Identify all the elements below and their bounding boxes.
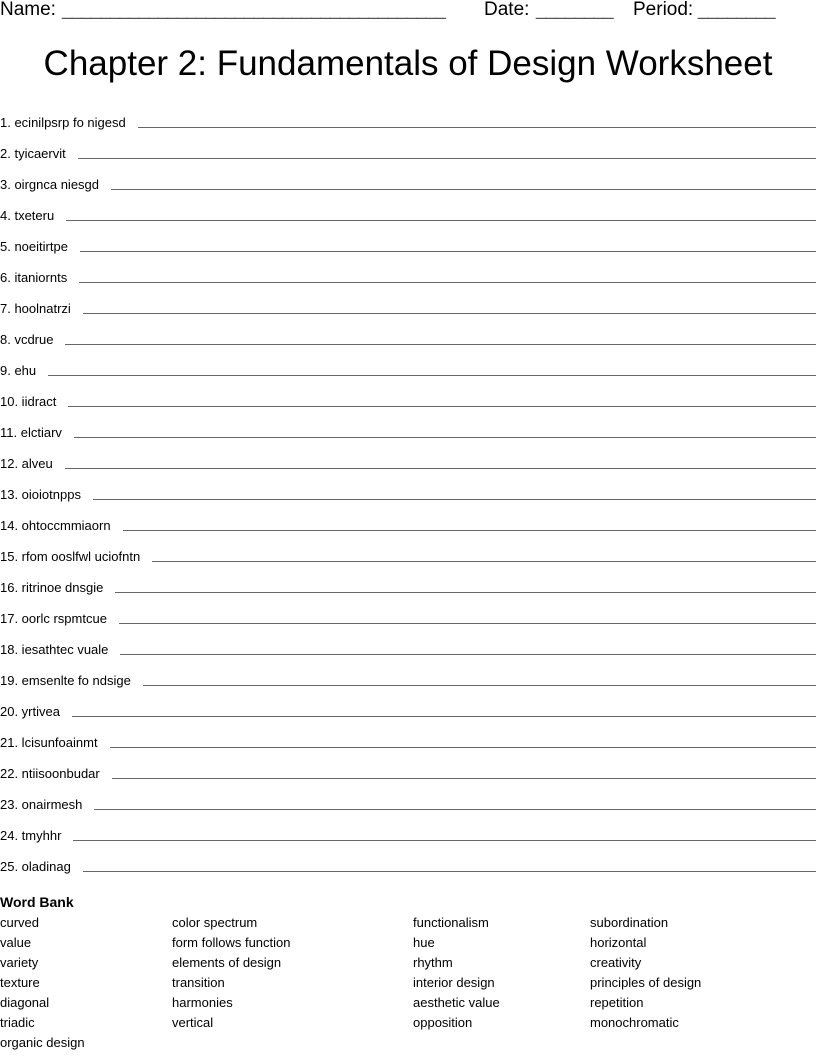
word-bank-item: functionalism: [413, 915, 489, 930]
answer-line[interactable]: [78, 158, 816, 159]
answer-line[interactable]: [74, 437, 816, 438]
word-bank-item: aesthetic value: [413, 995, 500, 1010]
scrambled-word: 21. lcisunfoainmt: [0, 735, 98, 750]
word-bank-item: harmonies: [172, 995, 233, 1010]
answer-line[interactable]: [93, 499, 816, 500]
answer-line[interactable]: [79, 282, 816, 283]
answer-line[interactable]: [119, 623, 816, 624]
scrambled-word: 9. ehu: [0, 363, 37, 378]
word-bank-item: texture: [0, 975, 40, 990]
word-bank-item: form follows function: [172, 935, 291, 950]
date-label: Date:: [484, 0, 530, 20]
answer-line[interactable]: [143, 685, 816, 686]
scrambled-word: 19. emsenlte fo ndsige: [0, 673, 131, 688]
answer-line[interactable]: [83, 871, 816, 872]
scrambled-word: 11. elctiarv: [0, 425, 62, 440]
scrambled-word: 20. yrtivea: [0, 704, 60, 719]
scrambled-word: 2. tyicaervit: [0, 146, 66, 161]
period-field[interactable]: ________: [698, 0, 775, 20]
word-bank-item: triadic: [0, 1015, 35, 1030]
question-row: [0, 238, 816, 254]
question-row: [0, 796, 816, 812]
question-row: [0, 610, 816, 626]
question-row: [0, 579, 816, 595]
answer-line[interactable]: [123, 530, 816, 531]
scrambled-word: 15. rfom ooslfwl uciofntn: [0, 549, 141, 564]
name-field[interactable]: ________________________________________: [62, 0, 445, 20]
answer-line[interactable]: [138, 127, 816, 128]
question-row: [0, 300, 816, 316]
word-bank-item: horizontal: [590, 935, 647, 950]
word-bank-item: color spectrum: [172, 915, 258, 930]
word-bank-title: Word Bank: [0, 894, 74, 910]
answer-line[interactable]: [72, 716, 816, 717]
question-row: [0, 827, 816, 843]
question-row: [0, 641, 816, 657]
scrambled-word: 7. hoolnatrzi: [0, 301, 71, 316]
answer-line[interactable]: [83, 313, 816, 314]
question-row: [0, 517, 816, 533]
scrambled-word: 3. oirgnca niesgd: [0, 177, 100, 192]
answer-line[interactable]: [115, 592, 816, 593]
answer-line[interactable]: [66, 220, 816, 221]
answer-line[interactable]: [110, 747, 816, 748]
word-bank-item: creativity: [590, 955, 642, 970]
word-bank-item: variety: [0, 955, 39, 970]
question-row: [0, 858, 816, 874]
question-row: [0, 207, 816, 223]
scrambled-word: 4. txeteru: [0, 208, 55, 223]
scrambled-word: 24. tmyhhr: [0, 828, 62, 843]
question-row: [0, 703, 816, 719]
answer-line[interactable]: [80, 251, 816, 252]
word-bank-item: monochromatic: [590, 1015, 679, 1030]
scrambled-word: 8. vcdrue: [0, 332, 54, 347]
question-row: [0, 486, 816, 502]
question-row: [0, 734, 816, 750]
word-bank-item: vertical: [172, 1015, 214, 1030]
word-bank-item: principles of design: [590, 975, 702, 990]
scrambled-word: 17. oorlc rspmtcue: [0, 611, 107, 626]
answer-line[interactable]: [48, 375, 816, 376]
page-title: Chapter 2: Fundamentals of Design Worksheet: [43, 44, 773, 83]
scrambled-word: 6. itaniornts: [0, 270, 68, 285]
word-bank-item: interior design: [413, 975, 495, 990]
answer-line[interactable]: [112, 778, 816, 779]
question-row: [0, 269, 816, 285]
scrambled-word: 23. onairmesh: [0, 797, 83, 812]
answer-line[interactable]: [68, 406, 816, 407]
header: [0, 0, 816, 24]
scrambled-word: 18. iesathtec vuale: [0, 642, 109, 657]
word-bank-item: rhythm: [413, 955, 453, 970]
answer-line[interactable]: [120, 654, 816, 655]
scrambled-word: 10. iidract: [0, 394, 57, 409]
word-bank-item: value: [0, 935, 32, 950]
word-bank-item: subordination: [590, 915, 669, 930]
question-row: [0, 176, 816, 192]
word-bank-item: diagonal: [0, 995, 50, 1010]
question-row: [0, 424, 816, 440]
period-label: Period:: [633, 0, 694, 20]
answer-line[interactable]: [111, 189, 816, 190]
date-field[interactable]: ________: [536, 0, 613, 20]
word-bank-item: repetition: [590, 995, 644, 1010]
question-row: [0, 548, 816, 564]
scrambled-word: 13. oioiotnpps: [0, 487, 81, 502]
answer-line[interactable]: [65, 468, 816, 469]
answer-line[interactable]: [94, 809, 816, 810]
answer-line[interactable]: [65, 344, 816, 345]
question-row: [0, 765, 816, 781]
question-row: [0, 145, 816, 161]
scrambled-word: 1. ecinilpsrp fo nigesd: [0, 115, 126, 130]
scrambled-word: 12. alveu: [0, 456, 53, 471]
question-row: [0, 114, 816, 130]
question-row: [0, 455, 816, 471]
word-bank-item: elements of design: [172, 955, 282, 970]
question-row: [0, 331, 816, 347]
word-bank-item: opposition: [413, 1015, 473, 1030]
question-row: [0, 362, 816, 378]
question-row: [0, 672, 816, 688]
word-bank-item: hue: [413, 935, 435, 950]
answer-line[interactable]: [152, 561, 816, 562]
name-label: Name:: [0, 0, 56, 20]
word-bank-item: organic design: [0, 1035, 85, 1050]
scrambled-word: 16. ritrinoe dnsgie: [0, 580, 104, 595]
scrambled-word: 14. ohtoccmmiaorn: [0, 518, 111, 533]
question-row: [0, 393, 816, 409]
answer-line[interactable]: [73, 840, 816, 841]
scrambled-word: 22. ntiisoonbudar: [0, 766, 100, 781]
scrambled-word: 5. noeitirtpe: [0, 239, 68, 254]
scrambled-word: 25. oladinag: [0, 859, 71, 874]
word-bank-item: curved: [0, 915, 40, 930]
word-bank-item: transition: [172, 975, 225, 990]
